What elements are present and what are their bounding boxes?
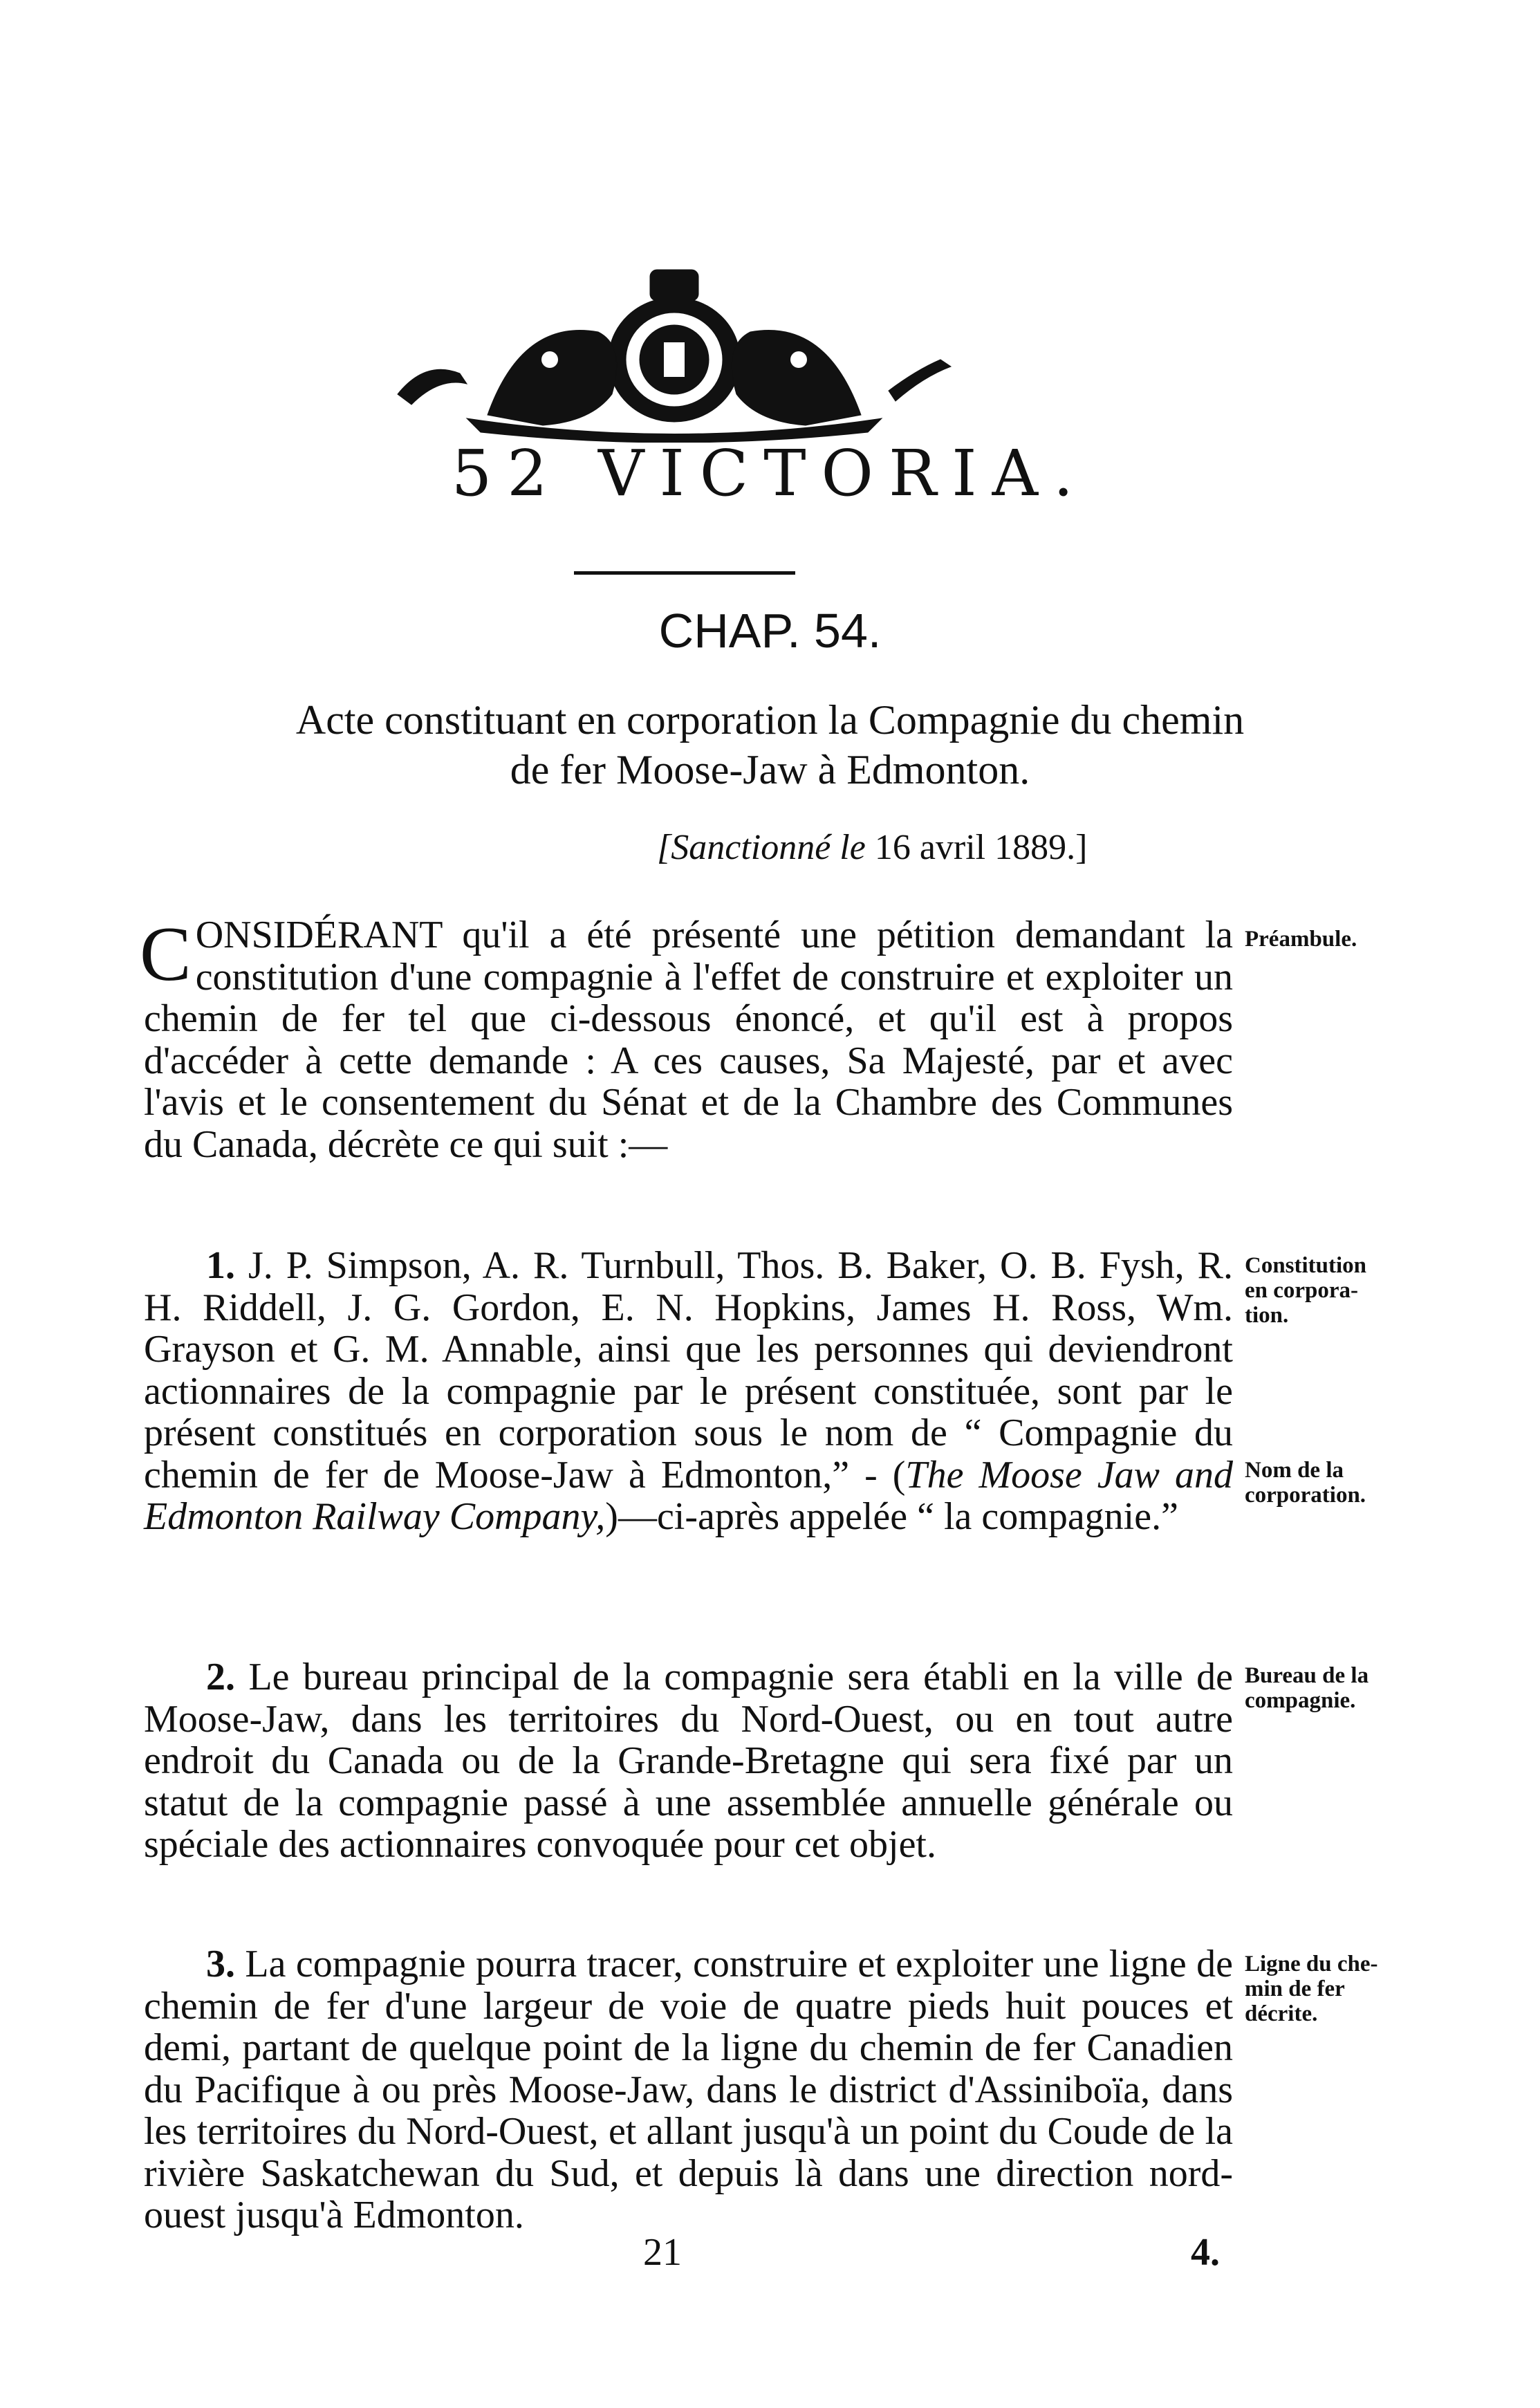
section-3-text: La compagnie pourra tracer, construire et exploiter une ligne de chemin de fer d'une largeur de voie de quatre pieds huit pouces et demi, partant de quelque point de la ligne du chemin de fer Canadien du Pacifique à ou près Moose-Jaw, dans le district d'Assiniboïa, dans les territoires du Nord-Ouest, et allant jusqu'à un point du Coude de la rivière Saskatchewan du Sud, et depuis là dans une direction nord-ouest jusqu'à Edmonton. xyxy=(144,1943,1233,2236)
margin-note-name-line-1: Nom de la xyxy=(1245,1458,1344,1483)
margin-note-constitution xyxy=(1245,1253,1425,1328)
section-1-text-a: J. P. Simpson, A. R. Turnbull, Thos. B. Baker, O. B. Fysh, R. H. Riddell, J. G. Gordon, E. N. Hopkins, James H. Ross, Wm. Grayson et G. M. Annable, ainsi que les personnes qui deviendront actionnaires de la compagnie par le présent constituée, sont par le présent constitués en corporation sous le nom de “ Compagnie du chemin de fer de Moose-Jaw à Edmonton,” - ( xyxy=(144,1244,1234,1497)
heading-rule xyxy=(574,571,795,575)
margin-note-office-line-1: Bureau de la xyxy=(1245,1663,1369,1688)
royal-coat-of-arms-icon xyxy=(384,256,965,443)
section-3 xyxy=(144,1943,1233,2236)
sanction-date-value: 16 avril 1889.] xyxy=(874,828,1088,867)
page-number: 21 xyxy=(643,2231,682,2274)
chapter-heading: CHAP. 54. xyxy=(658,604,882,658)
act-title-line-2: de fer Moose-Jaw à Edmonton. xyxy=(510,747,1030,793)
section-3-number: 3. xyxy=(206,1943,235,1985)
margin-note-constitution-line-2: en corpora- xyxy=(1245,1278,1359,1303)
section-2-number: 2. xyxy=(206,1656,235,1698)
preamble-text: ONSIDÉRANT qu'il a été présenté une pétition demandant la constitution d'une compagnie à l'effet de construire et exploiter un chemin de fer tel que ci-dessous énoncé, et qu'il est à propos d'accéder à cette demande : A ces causes, Sa Majesté, par et avec l'avis et le consentement du Sénat et de la Chambre des Communes du Canada, décrète ce qui suit :— xyxy=(144,914,1233,1166)
section-1-english-name: The Moose Jaw and Edmonton Railway Company, xyxy=(144,1453,1234,1538)
preamble-dropcap: C xyxy=(140,911,192,997)
section-2-text: Le bureau principal de la compagnie sera établi en la ville de Moose-Jaw, dans les territoires du Nord-Ouest, ou en tout autre endroit du Canada ou de la Grande-Bretagne qui sera fixé par un statut de la compagnie passé à une assemblée annuelle générale ou spéciale des actionnaires convoquée pour cet objet. xyxy=(144,1656,1233,1866)
section-2 xyxy=(144,1656,1233,1866)
section-1-number: 1. xyxy=(206,1244,235,1287)
margin-note-corporation-name xyxy=(1245,1458,1425,1508)
margin-note-railway-line xyxy=(1245,1952,1425,2026)
margin-note-preamble: Préambule. xyxy=(1245,927,1357,952)
preamble-paragraph xyxy=(140,911,1233,1166)
section-1-text-b: )—ci-après appelée “ la compagnie.” xyxy=(605,1495,1178,1538)
act-title-line-1: Acte constituant en corporation la Compagnie du chemin xyxy=(295,697,1245,743)
margin-note-line-line-1: Ligne du che- xyxy=(1245,1952,1378,1976)
margin-note-office-line-2: compagnie. xyxy=(1245,1688,1356,1713)
margin-note-line-line-3: décrite. xyxy=(1245,2001,1318,2026)
margin-note-constitution-line-1: Constitution xyxy=(1245,1253,1367,1278)
regnal-year-heading: 52 VICTORIA. xyxy=(451,436,1089,510)
margin-note-constitution-line-3: tion. xyxy=(1245,1303,1289,1328)
margin-note-name-line-2: corporation. xyxy=(1245,1483,1366,1508)
section-1 xyxy=(144,1245,1233,1538)
catchword: 4. xyxy=(1191,2231,1220,2274)
sanction-label: [Sanctionné le xyxy=(657,828,866,867)
act-title xyxy=(0,695,1540,795)
margin-note-office xyxy=(1245,1663,1425,1713)
sanction-date xyxy=(657,826,1087,869)
margin-note-line-line-2: min de fer xyxy=(1245,1976,1345,2001)
